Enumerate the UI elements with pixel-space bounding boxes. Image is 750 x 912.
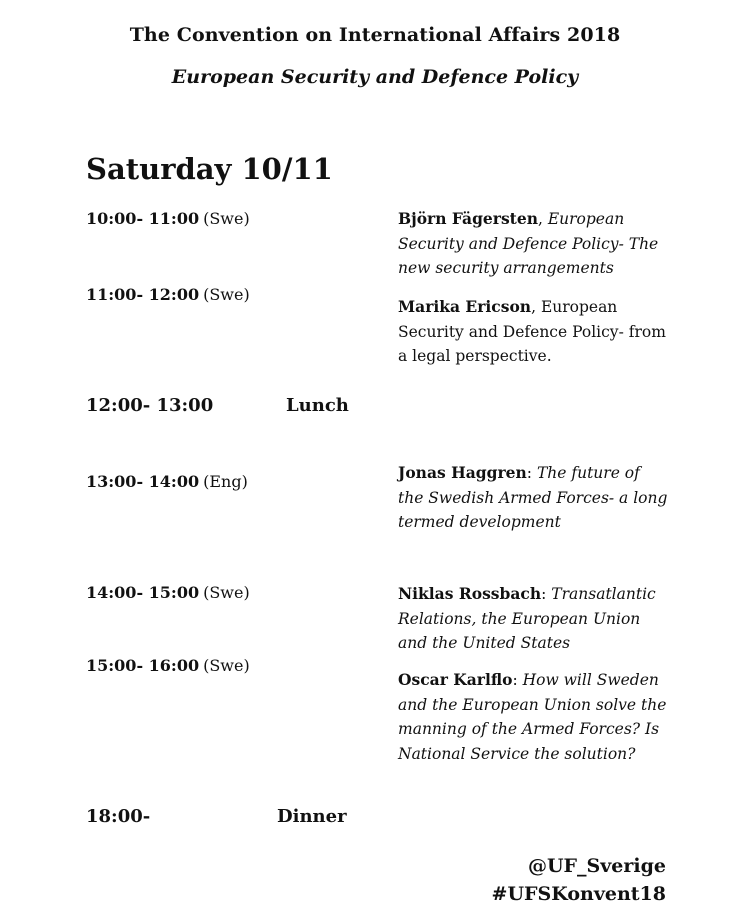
language-tag: (Swe) <box>203 583 250 602</box>
speaker-name: Björn Fägersten <box>398 209 538 228</box>
language-tag: (Swe) <box>203 285 250 304</box>
document-subtitle: European Security and Defence Policy <box>171 66 579 88</box>
twitter-handle: @UF_Sverige <box>527 855 666 877</box>
language-tag: (Swe) <box>203 209 250 228</box>
slot-time-1300 <box>86 472 248 491</box>
time-range: 12:00- 13:00 <box>86 395 214 416</box>
talk-topic: European Security and Defence Policy- from a legal perspective. <box>398 298 666 365</box>
speaker-name: Niklas Rossbach <box>398 584 542 603</box>
time-range: 10:00- 11:00 <box>86 209 200 228</box>
talk-topic: Transatlantic Relations, the European Union and the United States <box>398 585 656 652</box>
separator: : <box>526 464 537 482</box>
talk-fagersten <box>398 207 670 281</box>
separator: : <box>541 585 552 603</box>
speaker-name: Oscar Karlflo <box>398 670 513 689</box>
time-range: 13:00- 14:00 <box>86 472 200 491</box>
talk-topic: European Security and Defence Policy- The new security arrangements <box>398 210 659 277</box>
talk-karlflo <box>398 668 670 766</box>
talk-topic: How will Sweden and the European Union solve the manning of the Armed Forces? Is National Service the solution? <box>398 671 667 763</box>
document-title: The Convention on International Affairs 2018 <box>129 24 621 46</box>
speaker-name: Marika Ericson <box>398 297 532 316</box>
separator: , <box>537 210 548 228</box>
day-heading: Saturday 10/11 <box>86 152 333 186</box>
talk-rossbach <box>398 582 670 656</box>
language-tag: (Swe) <box>203 656 250 675</box>
lunch-label: Lunch <box>286 395 349 416</box>
dinner-label: Dinner <box>277 806 347 827</box>
slot-time-1800 <box>86 806 150 827</box>
slot-time-1000 <box>86 209 250 228</box>
talk-haggren <box>398 461 670 535</box>
time-range: 14:00- 15:00 <box>86 583 200 602</box>
slot-time-1100 <box>86 285 250 304</box>
separator: : <box>512 671 523 689</box>
slot-time-1200 <box>86 395 213 416</box>
speaker-name: Jonas Haggren <box>398 463 527 482</box>
separator: , <box>531 298 541 316</box>
time-range: 18:00- <box>86 806 151 827</box>
time-range: 15:00- 16:00 <box>86 656 200 675</box>
event-hashtag: #UFSKonvent18 <box>491 883 666 905</box>
talk-ericson <box>398 295 670 369</box>
talk-topic: The future of the Swedish Armed Forces- a long termed development <box>398 464 668 531</box>
time-range: 11:00- 12:00 <box>86 285 200 304</box>
language-tag: (Eng) <box>203 472 248 491</box>
slot-time-1500 <box>86 656 250 675</box>
slot-time-1400 <box>86 583 250 602</box>
